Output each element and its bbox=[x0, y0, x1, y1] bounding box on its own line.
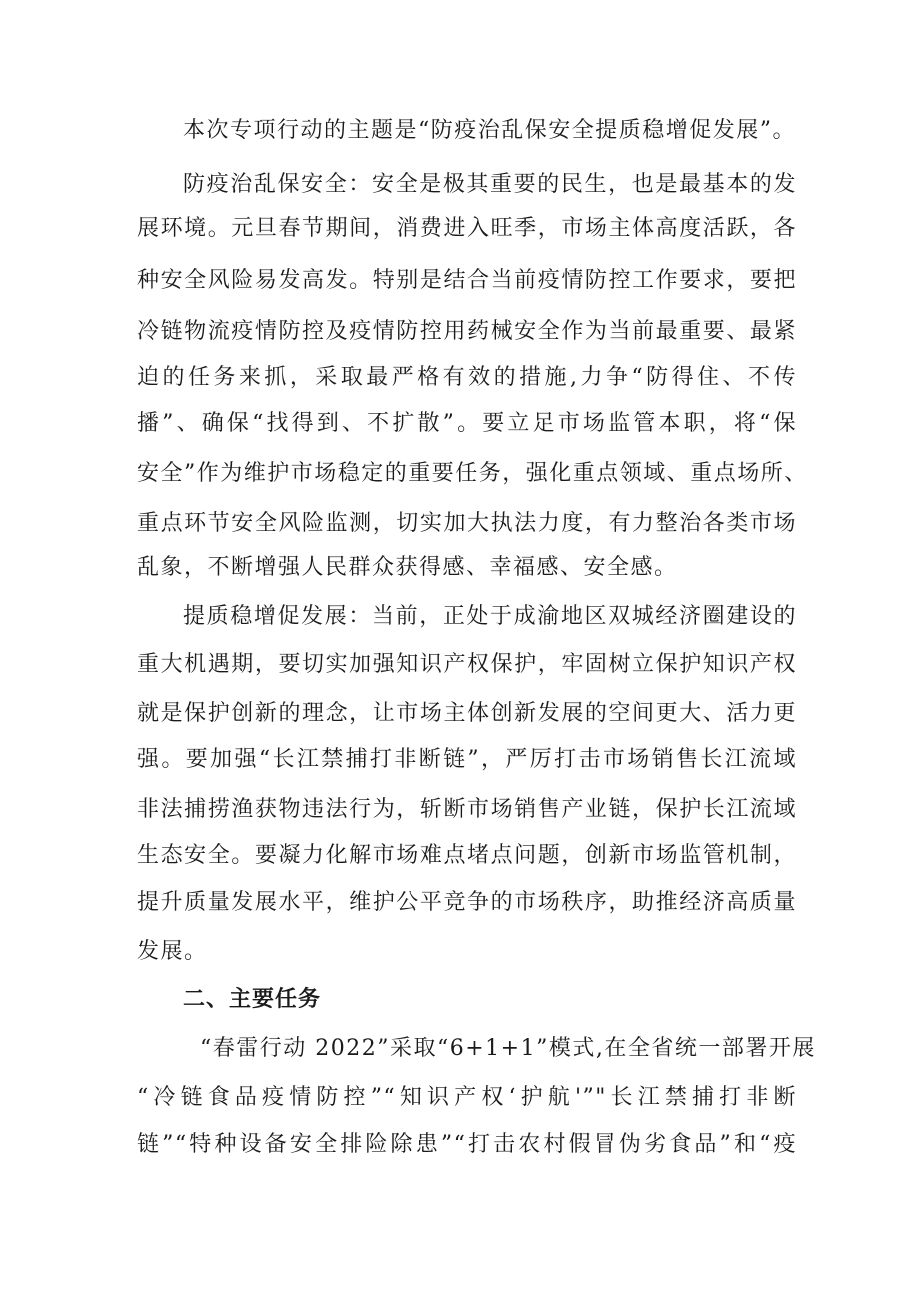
paragraph-2-line-2: 展环境。元旦春节期间，消费进入旺季，市场主体高度活跃，各 bbox=[137, 216, 797, 241]
paragraph-2-line-9: 乱象，不断增强人民群众获得感、幸福感、安全感。 bbox=[137, 555, 678, 580]
paragraph-2-line-5: 迫的任务来抓，采取最严格有效的措施,力争“防得住、不传 bbox=[137, 365, 797, 390]
paragraph-3-line-1: 提质稳增促发展：当前，正处于成渝地区双城经济圈建设的 bbox=[183, 604, 797, 629]
paragraph-4-line-1: “春雷行动 2022”采取“6+1+1”模式,在全省统一部署开展 bbox=[200, 1036, 816, 1061]
paragraph-3-line-8: 发展。 bbox=[137, 939, 208, 964]
paragraph-3-line-6: 生态安全。要凝力化解市场难点堵点问题，创新市场监管机制， bbox=[137, 843, 797, 868]
paragraph-3-line-4: 强。要加强“长江禁捕打非断链”，严厉打击市场销售长江流域 bbox=[137, 747, 797, 772]
paragraph-2-line-8: 重点环节安全风险监测，切实加大执法力度，有力整治各类市场 bbox=[137, 511, 797, 536]
paragraph-1-line-1: 本次专项行动的主题是“防疫治乱保安全提质稳增促发展”。 bbox=[183, 118, 796, 143]
paragraph-3-line-5: 非法捕捞渔获物违法行为，斩断市场销售产业链，保护长江流域 bbox=[137, 797, 797, 822]
paragraph-2-line-7: 安全”作为维护市场稳定的重要任务，强化重点领域、重点场所、 bbox=[137, 461, 808, 486]
paragraph-2-line-4: 冷链物流疫情防控及疫情防控用药械安全作为当前最重要、最紧 bbox=[137, 319, 797, 344]
paragraph-3-line-7: 提升质量发展水平，维护公平竞争的市场秩序，助推经济高质量 bbox=[137, 890, 797, 915]
section-heading: 二、主要任务 bbox=[183, 987, 322, 1012]
paragraph-2-line-3: 种安全风险易发高发。特别是结合当前疫情防控工作要求，要把 bbox=[137, 268, 797, 293]
paragraph-3-line-3: 就是保护创新的理念，让市场主体创新发展的空间更大、活力更 bbox=[137, 701, 797, 726]
paragraph-2-line-6: 播”、确保“找得到、不扩散”。要立足市场监管本职，将“保 bbox=[137, 411, 797, 436]
paragraph-4-line-3: 链”“特种设备安全排险除患”“打击农村假冒伪劣食品”和“疫 bbox=[137, 1132, 797, 1157]
paragraph-2-line-1: 防疫治乱保安全：安全是极其重要的民生，也是最基本的发 bbox=[183, 172, 797, 197]
paragraph-3-line-2: 重大机遇期，要切实加强知识产权保护，牢固树立保护知识产权 bbox=[137, 652, 797, 677]
paragraph-4-line-2: “冷链食品疫情防控”“知识产权‘护航'”"长江禁捕打非断 bbox=[137, 1085, 797, 1110]
